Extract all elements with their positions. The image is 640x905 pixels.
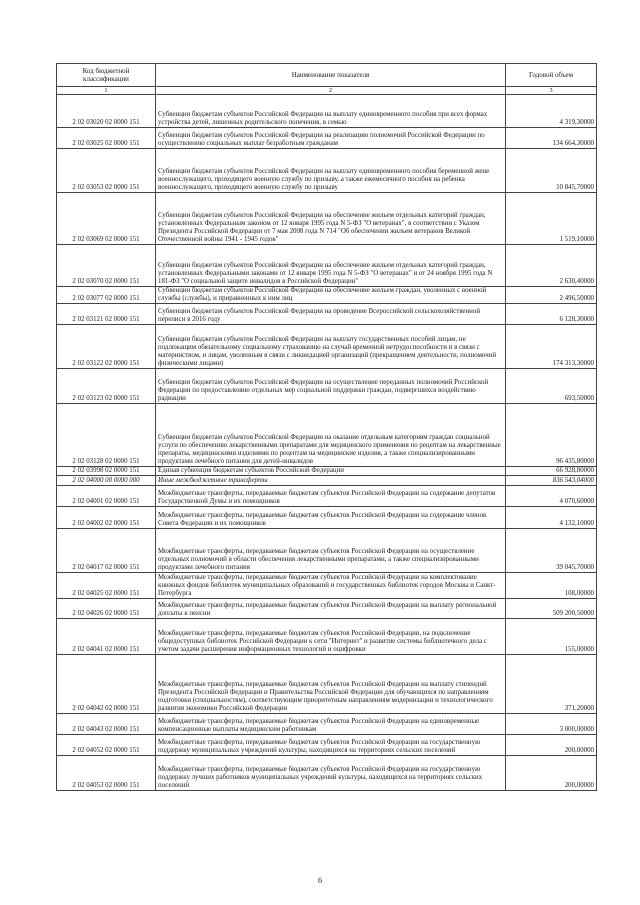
table-row — [57, 619, 597, 655]
row-code: 2 02 04042 02 0000 151 — [57, 655, 156, 714]
row-code: 2 02 04053 02 0000 151 — [57, 756, 156, 791]
row-code: 2 02 03998 02 0000 151 — [57, 467, 156, 476]
row-name: Межбюджетные трансферты, передаваемые бюджетам субъектов Российской Федерации на выплату региональной доплаты к пенсии — [156, 599, 506, 619]
row-name: Межбюджетные трансферты, передаваемые бюджетам субъектов Российской Федерации на осуществление отдельных полномочий в области обеспечения лекарственными препаратами, а также специализированными продуктами лечебного питания — [156, 529, 506, 573]
table-row — [57, 756, 597, 791]
budget-table — [56, 63, 597, 791]
row-code: 2 02 03121 02 0000 151 — [57, 304, 156, 325]
table-row — [57, 599, 597, 619]
row-name: Межбюджетные трансферты, передаваемые бюджетам субъектов Российской Федерации на содержание членов Совета Федерации и их помощников — [156, 507, 506, 529]
table-row — [57, 245, 597, 287]
table-row — [57, 573, 597, 599]
row-value: 155,00000 — [506, 619, 597, 655]
header-volume: Годовой объем — [506, 64, 597, 87]
table-row — [57, 735, 597, 756]
table-row — [57, 404, 597, 467]
row-code: 2 02 03070 02 0000 151 — [57, 245, 156, 287]
row-name: Иные межбюджетные трансферты — [156, 476, 506, 486]
row-value: 4 070,60000 — [506, 486, 597, 507]
table-row — [57, 287, 597, 304]
row-code: 2 02 04025 02 0000 151 — [57, 573, 156, 599]
row-value: 66 928,80000 — [506, 467, 597, 476]
table-row — [57, 325, 597, 369]
row-code: 2 02 04041 02 0000 151 — [57, 619, 156, 655]
row-name: Межбюджетные трансферты, передаваемые бюджетам субъектов Российской Федерации на выплату стипендий Президента Российской Федерации и Правительства Российской Федерации для обучающихся по направлениям подготовки (специальностям), соответствующим приоритетным направлениям модернизации и технологического развития экономики Российской Федерации — [156, 655, 506, 714]
row-value: 174 313,30000 — [506, 325, 597, 369]
row-name: Субвенции бюджетам субъектов Российской Федерации на осуществление переданных полномочий Российской Федерации по предоставлению отдельных мер социальной поддержки граждан, подвергшихся воздействию радиации — [156, 369, 506, 404]
row-code: 2 02 04000 00 0000 000 — [57, 476, 156, 486]
row-value: 39 045,70000 — [506, 529, 597, 573]
row-code: 2 02 04002 02 0000 151 — [57, 507, 156, 529]
header-num-3: 3 — [506, 87, 597, 95]
row-value: 1 519,10000 — [506, 193, 597, 245]
table-row — [57, 304, 597, 325]
row-value: 693,50000 — [506, 369, 597, 404]
header-name: Наименование показателя — [156, 64, 506, 87]
row-value: 3 000,00000 — [506, 714, 597, 735]
row-name: Межбюджетные трансферты, передаваемые бюджетам субъектов Российской Федерации на комплектование книжных фондов библиотек муниципальных образований и государственных библиотек городов Москвы и Санкт-Петербурга — [156, 573, 506, 599]
row-code: 2 02 04026 02 0000 151 — [57, 599, 156, 619]
row-code: 2 02 03025 02 0000 151 — [57, 128, 156, 149]
row-name: Субвенции бюджетам субъектов Российской Федерации на обеспечение жильем отдельных категорий граждан, установленных Федеральными законами от 12 января 1995 года N 5-ФЗ "О ветеранах" и от 24 ноября 1995 года N 181-ФЗ "О социальной защите инвалидов в Российской Федерации" — [156, 245, 506, 287]
row-value: 108,00000 — [506, 573, 597, 599]
row-value: 200,00000 — [506, 735, 597, 756]
row-name: Единая субвенция бюджетам субъектов Российской Федерации — [156, 467, 506, 476]
row-value: 371,20000 — [506, 655, 597, 714]
row-code: 2 02 03069 02 0000 151 — [57, 193, 156, 245]
row-code: 2 02 03020 02 0000 151 — [57, 95, 156, 128]
row-name: Субвенции бюджетам субъектов Российской Федерации на выплату государственных пособий лицам, не подлежащим обязательному социальному страхованию на случай временной нетрудоспособности и в связи с материнством, и лицам, уволенным в связи с ликвидацией организаций (прекращением деятельности, полномочий физическими лицами) — [156, 325, 506, 369]
row-value: 134 664,30000 — [506, 128, 597, 149]
row-value: 836 543,04000 — [506, 476, 597, 486]
table-row — [57, 95, 597, 128]
row-code: 2 02 04052 02 0000 151 — [57, 735, 156, 756]
row-code: 2 02 03053 02 0000 151 — [57, 149, 156, 193]
row-code: 2 02 03128 02 0000 151 — [57, 404, 156, 467]
table-row — [57, 369, 597, 404]
row-name: Субвенции бюджетам субъектов Российской Федерации на выплату единовременного пособия беременной жене военнослужащего, проходящего военную службу по призыву, а также ежемесячного пособия на ребенка военнослужащего, проходящего военную службу по призыву — [156, 149, 506, 193]
row-name: Субвенции бюджетам субъектов Российской Федерации на реализацию полномочий Российской Федерации по осуществлению социальных выплат безработным гражданам — [156, 128, 506, 149]
row-value: 509 200,50000 — [506, 599, 597, 619]
row-value: 200,00000 — [506, 756, 597, 791]
row-name: Межбюджетные трансферты, передаваемые бюджетам субъектов Российской Федерации на государственную поддержку муниципальных учреждений культуры, находящихся на территориях сельских поселений — [156, 735, 506, 756]
table-row — [57, 128, 597, 149]
row-name: Субвенции бюджетам субъектов Российской Федерации на обеспечение жильем отдельных категорий граждан, установленных Федеральным законом от 12 января 1995 года N 5-ФЗ "О ветеранах", в соответствии с Указом Президента Российской Федерации от 7 мая 2008 года N 714 "Об обеспечении жильем ветеранов Великой Отечественной войны 1941 - 1945 годов" — [156, 193, 506, 245]
row-name: Субвенции бюджетам субъектов Российской Федерации на выплату единовременного пособия при всех формах устройства детей, лишенных родительского попечения, в семью — [156, 95, 506, 128]
row-code: 2 02 04017 02 0000 151 — [57, 529, 156, 573]
row-code: 2 02 03122 02 0000 151 — [57, 325, 156, 369]
table-column-numbers-row — [57, 87, 597, 95]
row-value: 2 496,50000 — [506, 287, 597, 304]
table-header-row — [57, 64, 597, 87]
row-name: Межбюджетные трансферты, передаваемые бюджетам субъектов Российской Федерации на государственную поддержку лучших работников муниципальных учреждений культуры, находящихся на территориях сельских поселений — [156, 756, 506, 791]
page-number: 6 — [318, 876, 322, 885]
header-num-1: 1 — [57, 87, 156, 95]
row-code: 2 02 03077 02 0000 151 — [57, 287, 156, 304]
table-row — [57, 714, 597, 735]
row-value: 6 128,30000 — [506, 304, 597, 325]
table-row — [57, 467, 597, 476]
header-code: Код бюджетной классификации — [57, 64, 156, 87]
row-name: Межбюджетные трансферты, передаваемые бюджетам субъектов Российской Федерации на содержание депутатов Государственной Думы и их помощников — [156, 486, 506, 507]
table-row — [57, 193, 597, 245]
row-name: Межбюджетные трансферты, передаваемые бюджетам субъектов Российской Федерации, на подключение общедоступных библиотек Российской Федерации к сети "Интернет" и развитие системы библиотечного дела с учетом задачи расширения информационных технологий и оцифровки — [156, 619, 506, 655]
row-value: 10 845,70000 — [506, 149, 597, 193]
table-row — [57, 486, 597, 507]
row-value: 4 132,10000 — [506, 507, 597, 529]
row-name: Субвенции бюджетам субъектов Российской Федерации на обеспечение жильем граждан, уволенных с военной службы (службы), и приравненных к ним лиц — [156, 287, 506, 304]
row-name: Субвенции бюджетам субъектов Российской Федерации на проведение Всероссийской сельскохозяйственной переписи в 2016 году — [156, 304, 506, 325]
header-num-2: 2 — [156, 87, 506, 95]
row-value: 96 435,80000 — [506, 404, 597, 467]
row-code: 2 02 04043 02 0000 151 — [57, 714, 156, 735]
row-value: 4 319,30000 — [506, 95, 597, 128]
row-code: 2 02 04001 02 0000 151 — [57, 486, 156, 507]
row-name: Межбюджетные трансферты, передаваемые бюджетам субъектов Российской Федерации на единовременные компенсационные выплаты медицинским работникам — [156, 714, 506, 735]
table-row — [57, 655, 597, 714]
table-row — [57, 476, 597, 486]
table-row — [57, 529, 597, 573]
row-name: Субвенции бюджетам субъектов Российской Федерации на оказание отдельным категориям граждан социальной услуги по обеспечению лекарственными препаратами для медицинского применения по рецептам на лекарственные препараты, медицинскими изделиями по рецептам на медицинские изделия, а также специализированными продуктами лечебного питания для детей-инвалидов — [156, 404, 506, 467]
table-row — [57, 507, 597, 529]
table-row — [57, 149, 597, 193]
row-value: 2 630,40000 — [506, 245, 597, 287]
row-code: 2 02 03123 02 0000 151 — [57, 369, 156, 404]
